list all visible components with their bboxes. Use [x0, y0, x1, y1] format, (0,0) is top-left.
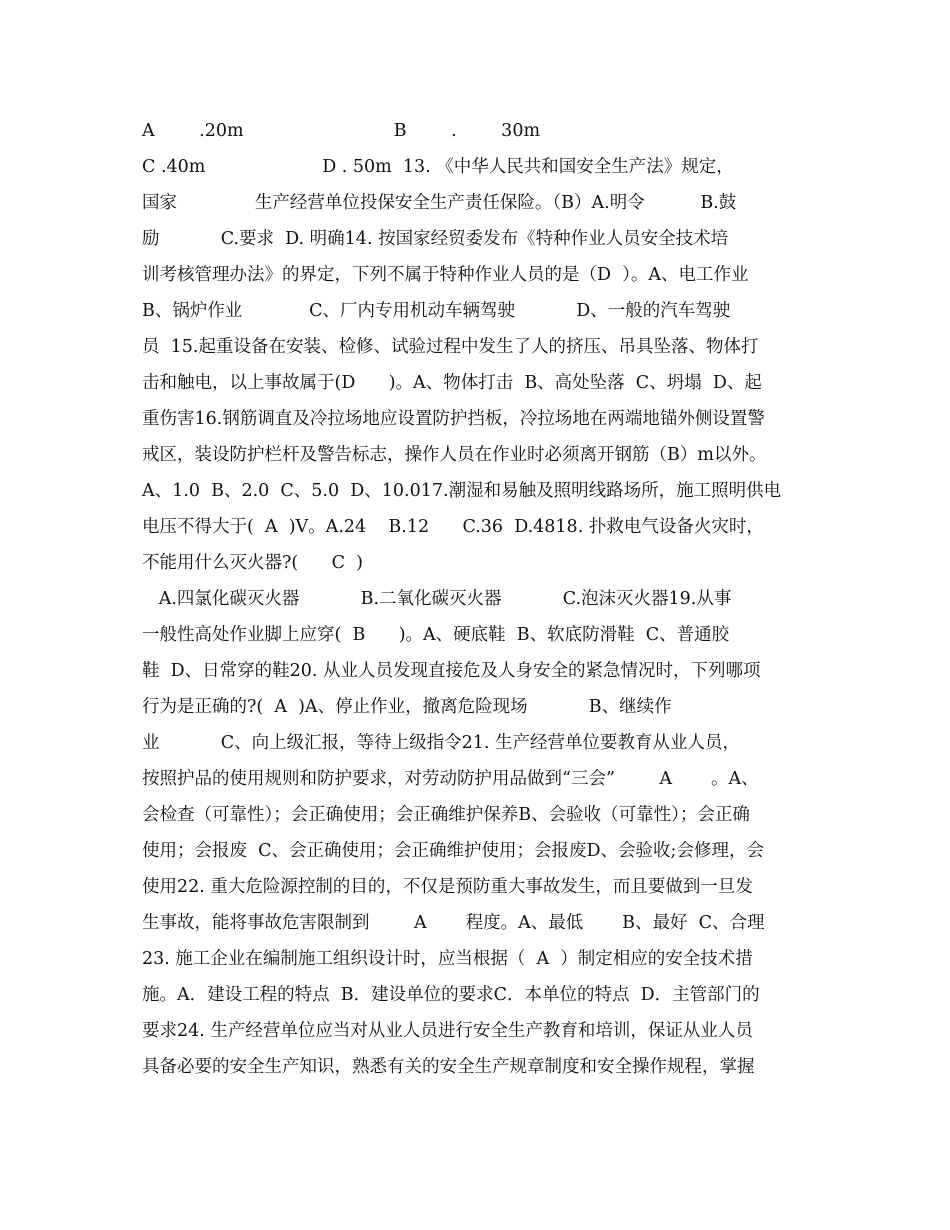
text-line: 训考核管理办法》的界定，下列不属于特种作业人员的是（D ）。A、电工作业 — [142, 265, 749, 285]
text-line: 不能用什么灭火器?( C ) — [142, 553, 363, 573]
text-line: 电压不得大于( A )V。A.24 B.12 C.36 D.4818. 扑救电气设备火灾时， — [142, 517, 764, 537]
text-line: 业 C、向上级汇报，等待上级指令21. 生产经营单位要教育从业人员， — [142, 733, 740, 753]
text-line: 行为是正确的?( A )A、停止作业，撤离危险现场 B、继续作 — [142, 697, 672, 717]
text-line: A .20m B . 30m — [142, 121, 541, 141]
text-line: 具备必要的安全生产知识，熟悉有关的安全生产规章制度和安全操作规程，掌握 — [142, 1057, 755, 1077]
text-line: 使用；会报废 C、会正确使用；会正确维护使用；会报废D、会验收;会修理，会 — [142, 841, 764, 861]
text-line: 施。A．建设工程的特点 B．建设单位的要求C．本单位的特点 D．主管部门的 — [142, 985, 760, 1005]
text-line: A、1.0 B、2.0 C、5.0 D、10.017.潮湿和易触及照明线路场所，施工照明供电 — [142, 481, 782, 501]
text-line: B、锅炉作业 C、厂内专用机动车辆驾驶 D、一般的汽车驾驶 — [142, 301, 731, 321]
text-line: 励 C.要求 D. 明确14. 按国家经贸委发布《特种作业人员安全技术培 — [142, 229, 729, 249]
text-line: 会检查（可靠性）；会正确使用；会正确维护保养B、会验收（可靠性）；会正确 — [142, 805, 750, 825]
text-line: 按照护品的使用规则和防护要求，对劳动防护用品做到“三会” A 。A、 — [142, 769, 759, 789]
text-line: 一般性高处作业脚上应穿( B )。A、硬底鞋 B、软底防滑鞋 C、普通胶 — [142, 625, 730, 645]
text-line: A.四氯化碳灭火器 B.二氧化碳灭火器 C.泡沫灭火器19.从事 — [142, 589, 732, 609]
text-line: C .40m D . 50m 13. 《中华人民共和国安全生产法》规定， — [142, 157, 734, 177]
text-line: 击和触电，以上事故属于(D )。A、物体打击 B、高处坠落 C、坍塌 D、起 — [142, 373, 762, 393]
text-line: 生事故，能将事故危害限制到 A 程度。A、最低 B、最好 C、合理 — [142, 913, 765, 933]
text-line: 员 15.起重设备在安装、检修、试验过程中发生了人的挤压、吊具坠落、物体打 — [142, 337, 759, 357]
text-line: 使用22. 重大危险源控制的目的，不仅是预防重大事故发生，而且要做到一旦发 — [142, 877, 753, 897]
text-line: 戒区，装设防护栏杆及警告标志，操作人员在作业时必须离开钢筋（B）m以外。 — [142, 445, 767, 465]
text-line: 23. 施工企业在编制施工组织设计时，应当根据（ A ）制定相应的安全技术措 — [142, 949, 753, 969]
text-line: 要求24. 生产经营单位应当对从业人员进行安全生产教育和培训，保证从业人员 — [142, 1021, 753, 1041]
text-line: 重伤害16.钢筋调直及冷拉场地应设置防护挡板，冷拉场地在两端地锚外侧设置警 — [142, 409, 765, 429]
text-line: 鞋 D、日常穿的鞋20. 从业人员发现直接危及人身安全的紧急情况时，下列哪项 — [142, 661, 761, 681]
text-line: 国家 生产经营单位投保安全生产责任保险。（B）A.明令 B.鼓 — [142, 193, 737, 213]
